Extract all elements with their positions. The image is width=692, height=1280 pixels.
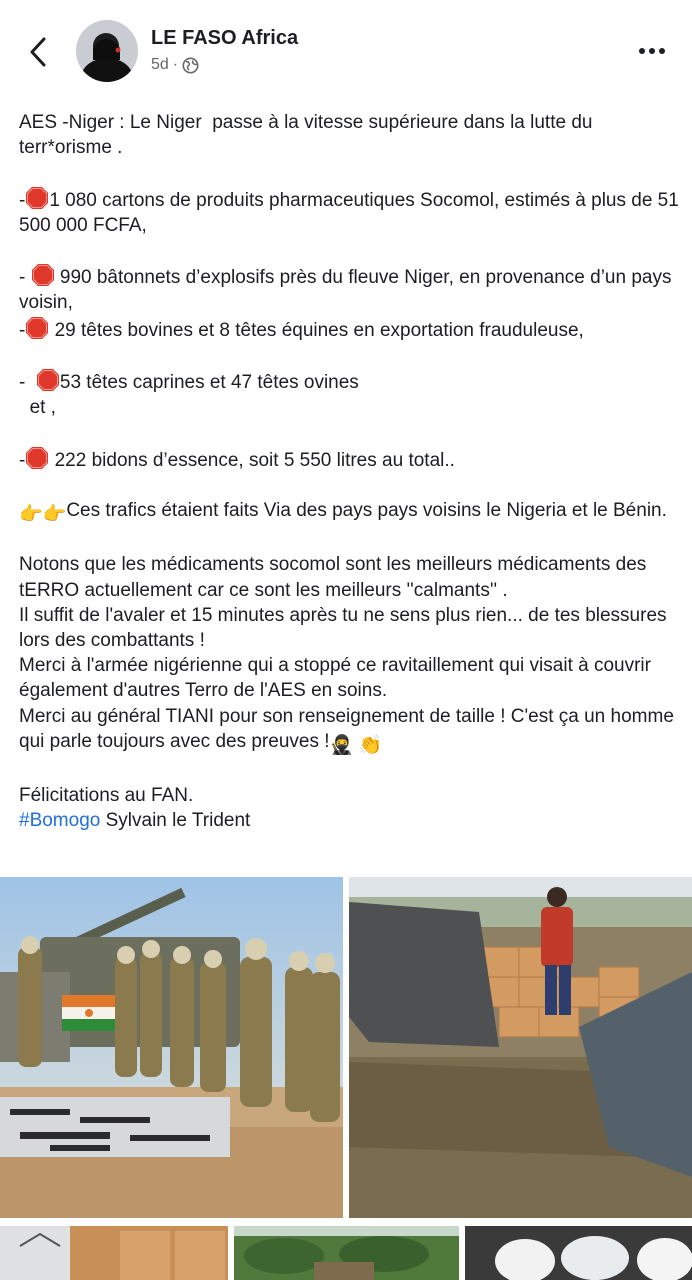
back-button[interactable]: [22, 32, 54, 72]
stop-sign-icon: [25, 446, 49, 470]
more-options-button[interactable]: [634, 38, 670, 64]
livestock-image: [234, 1226, 459, 1280]
pointing-right-emoji-icon: 👉👉: [19, 503, 67, 525]
avatar-image: [76, 20, 138, 82]
hashtag-link[interactable]: #Bomogo: [19, 810, 101, 832]
post-title: AES -Niger : Le Niger passe à la vitesse supérieure dans la lutte du terr*orisme .: [19, 112, 598, 159]
avatar[interactable]: [76, 20, 138, 82]
stop-sign-icon: [31, 263, 55, 287]
traffic-line: 👉👉Ces trafics étaient faits Via des pays pays voisins le Nigeria et le Bénin.: [19, 498, 679, 527]
photo-boat[interactable]: [349, 877, 692, 1218]
photo-soldiers[interactable]: [0, 877, 343, 1218]
cartons-image: [0, 1226, 228, 1280]
ninja-clapping-emoji-icon: 🥷 👏: [329, 734, 383, 756]
signature: Sylvain le Trident: [100, 810, 251, 832]
paragraph-1: Notons que les médicaments socomol sont les meilleurs médicaments des tERRO actuellement car ce sont les meilleurs ''calmants'' .: [19, 554, 652, 601]
paragraph-3: Merci à l'armée nigérienne qui a stoppé ce ravitaillement qui visait à couvrir également d'autres Terro de l'AES en soins.: [19, 655, 657, 702]
page-name[interactable]: LE FASO Africa: [151, 27, 299, 49]
item-4: - 53 têtes caprines et 47 têtes ovines: [19, 368, 679, 395]
post-meta: [151, 56, 199, 74]
item-4-continuation: et ,: [19, 397, 56, 419]
chevron-left-icon: [29, 37, 47, 67]
photo-cartons[interactable]: [0, 1226, 228, 1280]
paragraph-2: Il suffit de l'avaler et 15 minutes après tu ne sens plus rien... de tes blessures lors des combattants !: [19, 604, 672, 651]
congrats-line: Félicitations au FAN.: [19, 785, 194, 807]
photo-livestock[interactable]: [234, 1226, 459, 1280]
stop-sign-icon: [25, 186, 49, 210]
post-text: [19, 110, 685, 834]
stop-sign-icon: [36, 368, 60, 392]
supplies-image: [465, 1226, 692, 1280]
more-horizontal-icon: [639, 48, 645, 54]
soldiers-image: [0, 877, 343, 1218]
paragraph-4: Merci au général TIANI pour son renseignement de taille ! C'est ça un homme qui parle toujours avec des preuves !🥷 👏: [19, 704, 679, 758]
boat-image: [349, 877, 692, 1218]
item-1: - 1 080 cartons de produits pharmaceutiques Socomol, estimés à plus de 51 500 000 FCFA,: [19, 186, 679, 238]
photo-grid: [0, 877, 692, 1280]
stop-sign-icon: [25, 316, 49, 340]
globe-icon: [182, 57, 199, 74]
item-5: - 222 bidons d’essence, soit 5 550 litres au total..: [19, 446, 679, 473]
post-header: [0, 0, 692, 100]
item-2: - 990 bâtonnets d’explosifs près du fleuve Niger, en provenance d’un pays voisin,: [19, 263, 679, 315]
post-time[interactable]: 5d: [151, 56, 169, 73]
photo-supplies[interactable]: [465, 1226, 692, 1280]
signature-line: [19, 808, 679, 833]
item-3: - 29 têtes bovines et 8 têtes équines en exportation frauduleuse,: [19, 316, 679, 343]
meta-separator: ·: [172, 56, 179, 73]
